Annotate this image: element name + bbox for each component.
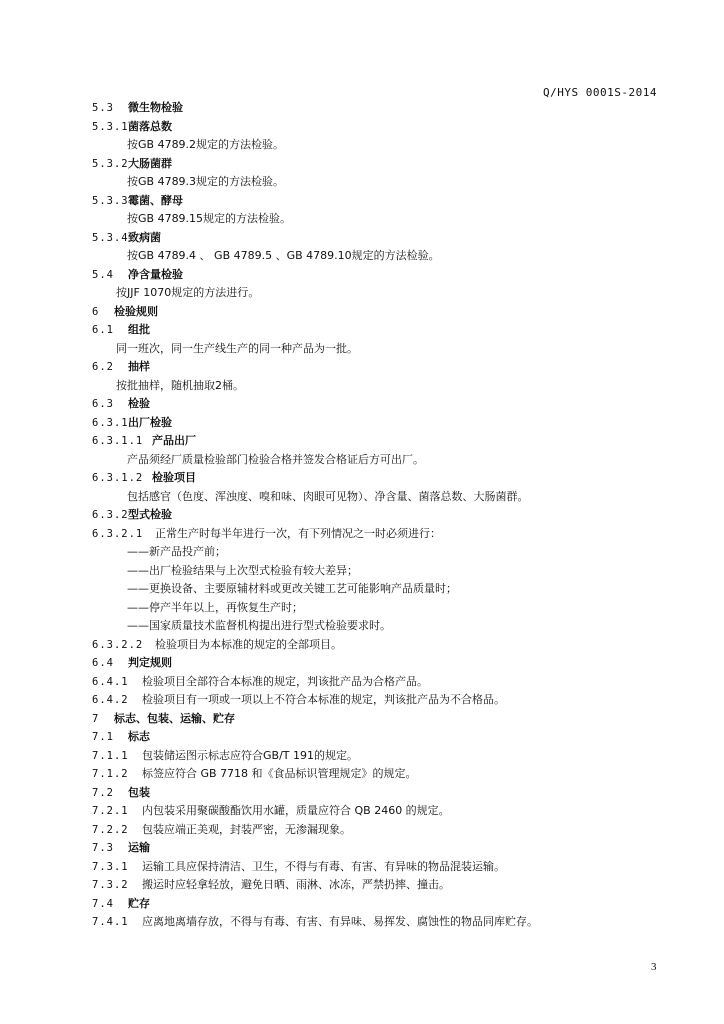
document-code: Q/HYS 0001S-2014 [543,86,657,99]
section-number: 6.4.1 [92,675,129,688]
section-number: 6.1 [92,324,114,336]
section-line [0,155,724,174]
paragraph-text: 按GB 4789.3规定的方法检验。 [127,175,285,188]
list-item: ——更换设备、主要原辅材料或更改关键工艺可能影响产品质量时； [127,582,457,595]
section-line [0,636,724,655]
section-number: 6.3.2.2 [92,638,144,651]
section-number: 6.3 [92,398,114,410]
section-title: 大肠菌群 [128,156,172,170]
section-number: 7.4.1 [92,916,129,928]
clause-text: 正常生产时每半年进行一次，有下列情况之一时必须进行： [155,526,441,540]
section-line [0,654,724,673]
section-line [0,913,724,932]
clause-text: 检验项目有一项或一项以上不符合本标准的规定，判该批产品为不合格品。 [142,693,505,706]
paragraph-line [0,136,724,155]
section-title: 产品出厂 [152,434,196,447]
clause-text: 检验项目为本标准的规定的全部项目。 [155,637,342,651]
clause-text: 运输工具应保持清洁、卫生，不得与有毒、有害、有异味的物品混装运输。 [142,859,505,873]
section-line [0,784,724,803]
section-number: 6 [92,305,100,318]
section-title: 检验规则 [114,304,158,318]
paragraph-text: 按GB 4789.15规定的方法检验。 [127,212,292,225]
section-number: 7.3.1 [92,860,129,873]
section-line [0,506,724,525]
paragraph-line [0,284,724,303]
section-number: 6.3.1.1 [92,435,144,447]
paragraph-text: 按JJF 1070规定的方法进行。 [116,286,260,299]
section-line [0,266,724,285]
section-title: 致病菌 [128,230,161,244]
section-title: 贮存 [128,896,150,910]
section-title: 菌落总数 [128,119,172,133]
section-title: 净含量检验 [128,267,183,281]
paragraph-text: 包括感官（色度、浑浊度、嗅和味、肉眼可见物）、净含量、菌落总数、大肠菌群。 [127,489,529,503]
section-number: 5.3.1 [92,120,129,133]
section-line [0,414,724,433]
paragraph-line [0,210,724,229]
section-title: 出厂检验 [128,415,172,429]
section-line [0,821,724,840]
section-number: 7.1.2 [92,768,129,780]
paragraph-line [0,377,724,396]
paragraph-text: 同一班次，同一生产线生产的同一种产品为一批。 [116,341,358,355]
section-number: 6.3.2.1 [92,527,144,540]
section-line [0,321,724,340]
section-line [0,876,724,895]
section-line [0,802,724,821]
section-number: 7.2 [92,786,114,799]
section-line [0,229,724,248]
section-number: 7.3 [92,842,114,854]
section-number: 6.2 [92,361,114,373]
section-line [0,765,724,784]
list-item: ——新产品投产前； [127,545,226,558]
section-number: 6.4.2 [92,694,129,706]
section-line [0,525,724,544]
paragraph-line [0,451,724,470]
section-number: 7.4 [92,897,114,910]
section-line [0,469,724,488]
clause-text: 检验项目全部符合本标准的规定，判该批产品为合格产品。 [142,674,428,688]
section-title: 包装 [128,785,150,799]
section-number: 6.3.2 [92,509,129,521]
paragraph-line [0,580,724,599]
clause-text: 内包装采用聚碳酸酯饮用水罐，质量应符合 QB 2460 的规定。 [142,804,450,817]
paragraph-line [0,543,724,562]
clause-text: 搬运时应轻拿轻放，避免日晒、雨淋、冰冻，严禁扔摔、撞击。 [142,878,450,891]
section-title: 抽样 [128,360,150,373]
paragraph-line [0,599,724,618]
section-line [0,839,724,858]
clause-text: 应离地离墙存放，不得与有毒、有害、有异味、易挥发、腐蚀性的物品同库贮存。 [142,915,538,928]
section-number: 7.2.1 [92,805,129,817]
section-title: 微生物检验 [128,101,183,114]
list-item: ——出厂检验结果与上次型式检验有较大差异； [127,563,358,577]
clause-text: 包装储运图示标志应符合GB/T 191的规定。 [142,748,358,762]
section-title: 检验 [128,397,150,410]
section-number: 5.3.2 [92,157,129,170]
paragraph-text: 按GB 4789.2规定的方法检验。 [127,138,285,151]
section-line [0,192,724,211]
section-number: 5.3 [92,102,114,114]
paragraph-text: 按批抽样，随机抽取2桶。 [116,378,244,392]
section-line [0,303,724,322]
paragraph-line [0,617,724,636]
list-item: ——停产半年以上，再恢复生产时； [127,600,303,614]
section-number: 7.3.2 [92,879,129,891]
section-line [0,747,724,766]
section-number: 5.3.4 [92,231,129,244]
section-title: 运输 [128,841,150,854]
section-title: 型式检验 [128,508,172,521]
section-number: 7.1.1 [92,749,129,762]
paragraph-text: 产品须经厂质量检验部门检验合格并签发合格证后方可出厂。 [127,452,424,466]
section-number: 6.4 [92,657,114,669]
clause-text: 包装应端正美观，封装严密，无渗漏现象。 [142,822,351,836]
paragraph-line [0,562,724,581]
paragraph-line [0,488,724,507]
paragraph-line [0,340,724,359]
section-number: 5.3.3 [92,194,129,207]
section-line [0,710,724,729]
section-line [0,673,724,692]
page-number: 3 [651,961,657,973]
section-line [0,895,724,914]
paragraph-line [0,247,724,266]
section-number: 7.1 [92,731,114,743]
section-line [0,118,724,137]
section-title: 标志、包装、运输、贮存 [114,711,235,725]
section-line [0,99,724,118]
section-number: 7.2.2 [92,823,129,836]
section-line [0,395,724,414]
document-body [0,99,724,932]
section-line [0,432,724,451]
section-line [0,358,724,377]
section-line [0,858,724,877]
section-title: 霉菌、酵母 [128,193,183,207]
section-number: 6.3.1 [92,416,129,429]
paragraph-line [0,173,724,192]
clause-text: 标签应符合 GB 7718 和《食品标识管理规定》的规定。 [142,767,417,780]
section-title: 组批 [128,323,150,336]
section-number: 5.4 [92,268,114,281]
list-item: ——国家质量技术监督机构提出进行型式检验要求时。 [127,619,391,632]
section-title: 判定规则 [128,656,172,669]
paragraph-text: 按GB 4789.4 、 GB 4789.5 、GB 4789.10规定的方法检验。 [127,249,440,262]
section-line [0,691,724,710]
section-title: 标志 [128,730,150,743]
section-number: 7 [92,712,100,725]
section-line [0,728,724,747]
section-number: 6.3.1.2 [92,472,144,484]
section-title: 检验项目 [152,471,196,484]
